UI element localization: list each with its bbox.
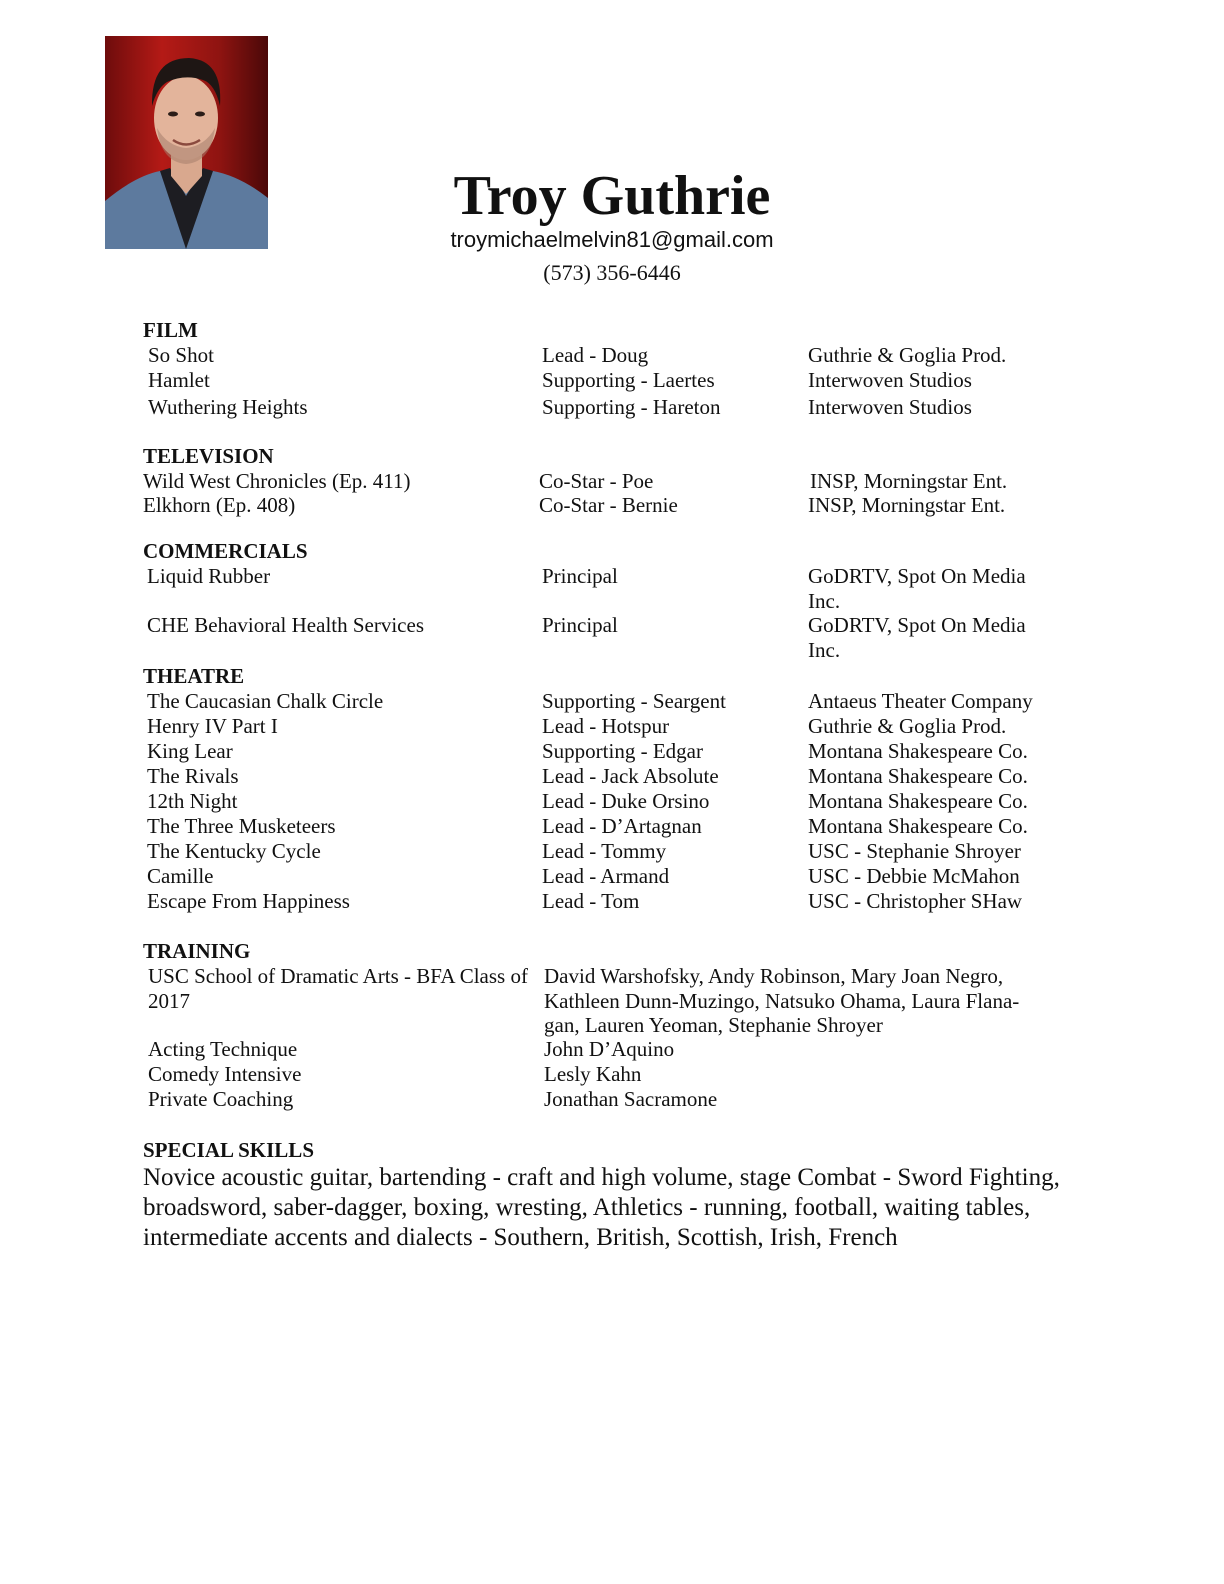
credit-title: Elkhorn (Ep. 408) [143,493,296,517]
credit-title: So Shot [148,343,214,367]
training-program: Comedy Intensive [148,1062,302,1086]
credit-role: Lead - Jack Absolute [542,764,719,788]
credit-role: Supporting - Laertes [542,368,715,392]
section-title: TRAINING [143,939,251,963]
credit-title: Wild West Chronicles (Ep. 411) [143,469,411,493]
training-program: USC School of Dramatic Arts - BFA Class of 2017 [148,964,528,1013]
training-section [143,938,1103,1112]
credit-company: Montana Shakespeare Co. [808,814,1028,838]
training-teachers: John D’Aquino [544,1037,675,1061]
credit-company: INSP, Morningstar Ent. [810,469,1008,493]
table-row [143,1062,1103,1087]
credit-company: Antaeus Theater Company [808,689,1033,713]
film-section [143,317,1103,420]
table-row [143,564,1103,613]
credit-title: King Lear [147,739,233,763]
credit-title: The Three Musketeers [147,814,336,838]
credit-company: Guthrie & Goglia Prod. [808,343,1007,367]
credit-company: USC - Stephanie Shroyer [808,839,1021,863]
credit-company: Interwoven Studios [808,395,972,419]
credit-company: GoDRTV, Spot On Media Inc. [808,564,1026,613]
credit-title: The Caucasian Chalk Circle [147,689,384,713]
table-row [143,814,1103,839]
credit-company: Guthrie & Goglia Prod. [808,714,1007,738]
credit-title: The Rivals [147,764,239,788]
theatre-section [143,663,1103,914]
credit-company: USC - Debbie McMahon [808,864,1020,888]
contact-phone: (573) 356-6446 [543,260,681,285]
training-program: Acting Technique [148,1037,298,1061]
commercials-section [143,538,1103,662]
credit-role: Co-Star - Poe [539,469,654,493]
table-row [143,1087,1103,1112]
actor-name: Troy Guthrie [453,165,771,227]
credit-role: Lead - Tommy [542,839,667,863]
credit-title: Wuthering Heights [148,395,308,419]
credit-role: Principal [542,564,618,588]
credit-title: 12th Night [147,789,238,813]
table-row [143,739,1103,764]
table-row [143,864,1103,889]
credit-role: Lead - Armand [542,864,670,888]
credit-role: Supporting - Edgar [542,739,703,763]
table-row [143,343,1103,368]
credit-company: USC - Christopher SHaw [808,889,1023,913]
table-row [143,469,1103,493]
table-row [143,839,1103,864]
credit-role: Lead - D’Artagnan [542,814,702,838]
table-row [143,395,1103,420]
section-title: COMMERCIALS [143,539,308,563]
table-row [143,493,1103,517]
credit-role: Lead - Doug [542,343,649,367]
credit-role: Principal [542,613,618,637]
training-teachers: Lesly Kahn [544,1062,642,1086]
contact-email: troymichaelmelvin81@gmail.com [450,227,774,252]
table-row [143,689,1103,714]
credit-company: INSP, Morningstar Ent. [808,493,1006,517]
credit-role: Lead - Tom [542,889,640,913]
credit-company: Montana Shakespeare Co. [808,764,1028,788]
table-row [143,1037,1103,1062]
credit-company: GoDRTV, Spot On Media Inc. [808,613,1026,662]
credit-company: Montana Shakespeare Co. [808,739,1028,763]
table-row [143,789,1103,814]
table-row [143,613,1103,662]
special-skills-section [143,1137,1083,1253]
table-row [143,889,1103,914]
table-row [143,964,1103,1037]
section-title: SPECIAL SKILLS [143,1138,314,1162]
credit-title: Camille [147,864,214,888]
credit-role: Lead - Duke Orsino [542,789,710,813]
credit-title: Liquid Rubber [147,564,271,588]
section-title: FILM [143,318,198,342]
training-teachers: David Warshofsky, Andy Robinson, Mary Joan Negro, Kathleen Dunn-Muzingo, Natsuko Ohama, Laura Flana-gan, Lauren Yeoman, Stephanie Shroyer [544,964,1020,1037]
credit-title: CHE Behavioral Health Services [147,613,424,637]
credit-role: Supporting - Seargent [542,689,726,713]
television-section [143,443,1103,517]
skills-text: Novice acoustic guitar, bartending - craft and high volume, stage Combat - Sword Fighting, broadsword, saber-dagger, boxing, wresting, Athletics - running, football, waiting tables, intermediate accents and dialects - Southern, British, Scottish, Irish, French [143,1164,1060,1251]
table-row [143,368,1103,395]
credit-title: Escape From Happiness [147,889,350,913]
credit-title: Henry IV Part I [147,714,278,738]
credit-role: Co-Star - Bernie [539,493,678,517]
table-row [143,714,1103,739]
table-row [143,764,1103,789]
section-title: THEATRE [143,664,245,688]
training-teachers: Jonathan Sacramone [544,1087,718,1111]
credit-title: Hamlet [148,368,210,392]
credit-company: Interwoven Studios [808,368,972,392]
credit-role: Supporting - Hareton [542,395,721,419]
credit-title: The Kentucky Cycle [147,839,321,863]
credit-role: Lead - Hotspur [542,714,670,738]
section-title: TELEVISION [143,444,274,468]
training-program: Private Coaching [148,1087,294,1111]
credit-company: Montana Shakespeare Co. [808,789,1028,813]
